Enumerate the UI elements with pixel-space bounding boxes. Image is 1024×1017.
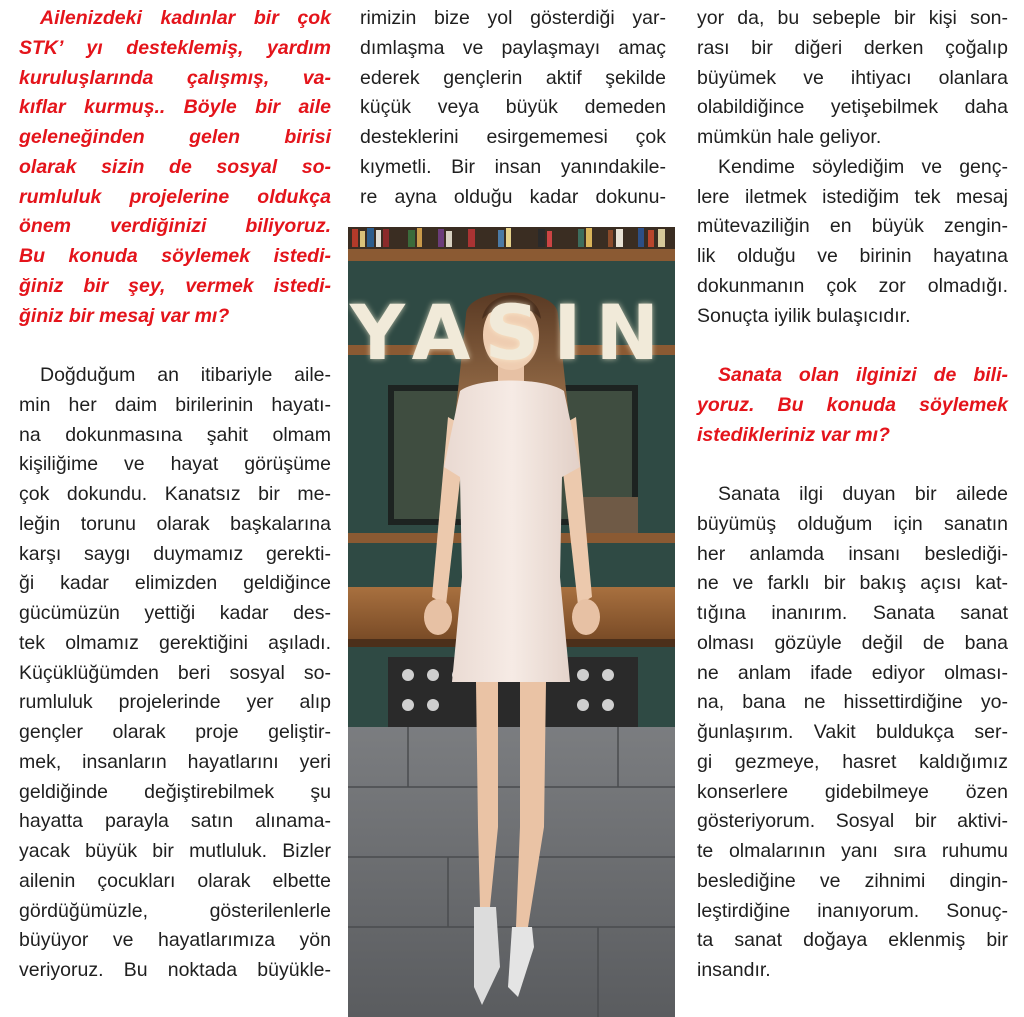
body-line: olması gözüyle değil de bana bbox=[697, 631, 1008, 654]
body-line: tek olmamız gerektiğini aşıladı. bbox=[19, 631, 331, 654]
body-line: desteklerini esirgememesi çok bbox=[360, 126, 666, 148]
body-line: dımlaşma ve paylaşmayı amaç bbox=[360, 36, 666, 59]
body-line: veriyoruz. Bu noktada büyükle- bbox=[19, 959, 331, 981]
body-line: leğin torunu olarak başkalarına bbox=[19, 512, 331, 535]
portrait-photo bbox=[348, 227, 675, 1017]
body-line: te olmalarının yanı sıra ruhumu bbox=[697, 840, 1008, 862]
left-text-column bbox=[19, 4, 331, 986]
question-line: Ailenizdeki kadınlar bir çok bbox=[40, 7, 331, 29]
body-line: hayatta parayla satın alınama- bbox=[19, 810, 331, 833]
question-line: istedikleriniz var mı? bbox=[697, 423, 890, 446]
question-line: önem verdiğinizi biliyoruz. bbox=[19, 215, 331, 238]
body-line: gi gezmeye, hasret kaldığımız bbox=[697, 750, 1008, 773]
body-line: re ayna olduğu kadar dokunu- bbox=[360, 185, 666, 208]
body-line: na dokunmasına şahit olmam bbox=[19, 423, 331, 446]
body-line: karşı saygı duymamız gerekti- bbox=[19, 542, 331, 565]
body-line: beslediğine ve zihnimi dingin- bbox=[697, 869, 1008, 892]
body-line: tığına inanırım. Sanata sanat bbox=[697, 602, 1008, 624]
body-line: rası bir diğeri derken çoğalıp bbox=[697, 36, 1008, 59]
marquee-sign: YASIN bbox=[349, 288, 674, 377]
body-line: rimizin bize yol gösterdiği yar- bbox=[360, 7, 666, 29]
body-line: ta sanat doğaya eklenmiş bir bbox=[697, 929, 1008, 952]
body-line: küçük veya büyük demeden bbox=[360, 96, 666, 119]
body-line: rumluluk projelerinde yer alıp bbox=[19, 691, 331, 714]
question-line: ğiniz bir mesaj var mı? bbox=[19, 304, 230, 327]
body-line: lik olduğu ve birinin hayatına bbox=[697, 245, 1008, 267]
body-line: her anlamda insanı beslediği- bbox=[697, 542, 1008, 565]
body-line: gösteriyorum. Sosyal bir aktivi- bbox=[697, 810, 1008, 833]
paragraph-gap bbox=[697, 450, 1008, 480]
body-line: geldiğinde değiştirebilmek şu bbox=[19, 780, 331, 803]
question-line: STK’ yı desteklemiş, yardım bbox=[19, 36, 331, 59]
question-line: geleneğinden gelen birisi bbox=[19, 126, 331, 148]
body-line: Küçüklüğümden beri sosyal so- bbox=[19, 661, 331, 684]
body-line: mek, insanların hayatlarını yeri bbox=[19, 750, 331, 773]
question-line: yoruz. Bu konuda söylemek bbox=[697, 393, 1008, 416]
body-line: leştirdiğine inanıyorum. Sonuç- bbox=[697, 899, 1008, 922]
paragraph-gap bbox=[697, 331, 1008, 361]
body-line: ailenin çocukları olarak elbette bbox=[19, 869, 331, 892]
body-line: yacak büyük bir mutluluk. Bizler bbox=[19, 840, 331, 862]
body-line: ne anlam ifade ediyor olması- bbox=[697, 661, 1008, 684]
body-line: büyümek ve ihtiyacı olanlara bbox=[697, 66, 1008, 89]
body-line: yor da, bu sebeple bir kişi son- bbox=[697, 7, 1008, 29]
body-line: büyüyor ve hayatlarımıza yön bbox=[19, 929, 331, 952]
question-line: Bu konuda söylemek istedi- bbox=[19, 245, 331, 267]
body-line: mütevaziliğin en büyük zengin- bbox=[697, 215, 1008, 238]
body-line: ği kadar elimizden geldiğince bbox=[19, 572, 331, 595]
question-line: ğiniz bir şey, vermek istedi- bbox=[19, 274, 331, 297]
question-line: rumluluk projelerine oldukça bbox=[19, 185, 331, 208]
body-line: Sonuçta iyilik bulaşıcıdır. bbox=[697, 304, 911, 327]
body-line: gençler olarak proje geliştir- bbox=[19, 721, 331, 743]
middle-text-column bbox=[360, 4, 666, 212]
body-line: mümkün hale geliyor. bbox=[697, 126, 882, 148]
body-line: ederek gençlerin aktif şekilde bbox=[360, 66, 666, 89]
body-line: büyümüş olduğum için sanatın bbox=[697, 512, 1008, 535]
body-line: kişiliğime ve hayat görüşüme bbox=[19, 453, 331, 476]
body-line: ne ve farklı bir bakış açısı kat- bbox=[697, 572, 1008, 595]
body-line: çok dokundu. Kanatsız bir me- bbox=[19, 483, 331, 505]
body-line: min her daim birilerinin hayatı- bbox=[19, 393, 331, 416]
body-line: na, bana ne hissettirdiğine yo- bbox=[697, 691, 1008, 714]
body-line: ğunlaşırım. Vakit buldukça ser- bbox=[697, 721, 1008, 743]
question-line: kuruluşlarında çalışmış, va- bbox=[19, 66, 331, 89]
paragraph-gap bbox=[19, 331, 331, 361]
body-line: insandır. bbox=[697, 959, 771, 981]
body-line: Sanata ilgi duyan bir ailede bbox=[718, 483, 1008, 505]
body-line: gücümüzün yettiği kadar des- bbox=[19, 602, 331, 624]
body-line: konserlere gidebilmeye özen bbox=[697, 780, 1008, 803]
question-line: kıflar kurmuş.. Böyle bir aile bbox=[19, 96, 331, 119]
body-line: lere iletmek istediğim tek mesaj bbox=[697, 185, 1008, 208]
right-text-column bbox=[697, 4, 1008, 986]
body-line: kıymetli. Bir insan yanındakile- bbox=[360, 155, 666, 178]
body-line: dokunmanın çok zor olmadığı. bbox=[697, 274, 1008, 297]
body-line: gördüğümüzle, gösterilenlerle bbox=[19, 899, 331, 922]
body-line: Doğduğum an itibariyle aile- bbox=[40, 364, 331, 386]
question-line: olarak sizin de sosyal so- bbox=[19, 155, 331, 178]
body-line: Kendime söylediğim ve genç- bbox=[718, 155, 1008, 178]
body-line: olabildiğince yetişebilmek daha bbox=[697, 96, 1008, 119]
question-line: Sanata olan ilginizi de bili- bbox=[718, 364, 1008, 386]
